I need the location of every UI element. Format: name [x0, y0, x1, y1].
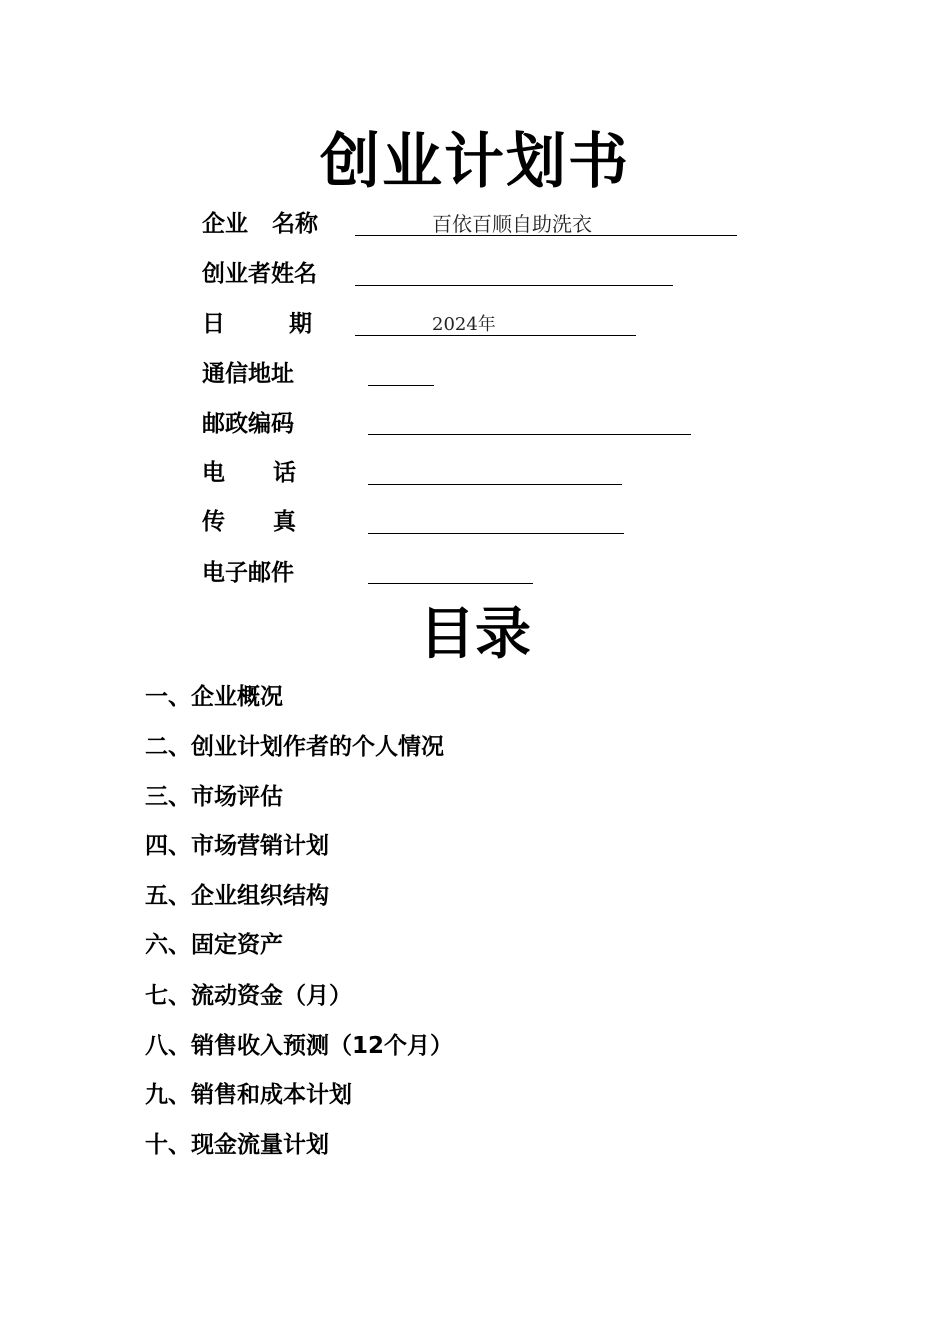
toc-item: 七、流动资金（月）	[145, 983, 352, 1009]
founder-name-underline	[355, 285, 673, 286]
toc-item: 三、市场评估	[145, 784, 283, 810]
email-underline	[368, 583, 533, 584]
field-label-company-name: 企业 名称	[202, 211, 319, 237]
toc-item: 五、企业组织结构	[145, 883, 329, 909]
field-label-founder-name: 创业者姓名	[202, 261, 317, 287]
toc-item: 四、市场营销计划	[145, 833, 329, 859]
field-label-fax: 传 真	[202, 509, 297, 535]
toc-item: 一、企业概况	[145, 684, 283, 710]
toc-item: 八、销售收入预测（12个月）	[145, 1033, 454, 1059]
phone-underline	[368, 484, 622, 485]
field-label-date: 日 期	[202, 311, 313, 337]
field-value-date: 2024年	[432, 314, 496, 335]
field-label-postal-code: 邮政编码	[202, 411, 294, 437]
fax-underline	[368, 533, 624, 534]
toc-title: 目录	[419, 602, 531, 667]
toc-item: 六、固定资产	[145, 932, 283, 958]
postal-code-underline	[368, 434, 691, 435]
toc-item: 十、现金流量计划	[145, 1132, 329, 1158]
field-label-email: 电子邮件	[202, 560, 294, 586]
toc-item: 二、创业计划作者的个人情况	[145, 734, 444, 760]
field-label-address: 通信地址	[202, 361, 294, 387]
toc-item: 九、销售和成本计划	[145, 1082, 352, 1108]
address-underline	[368, 385, 434, 386]
field-label-phone: 电 话	[202, 460, 297, 486]
document-title: 创业计划书	[320, 127, 630, 197]
field-value-company-name: 百依百顺自助洗衣	[432, 212, 592, 236]
